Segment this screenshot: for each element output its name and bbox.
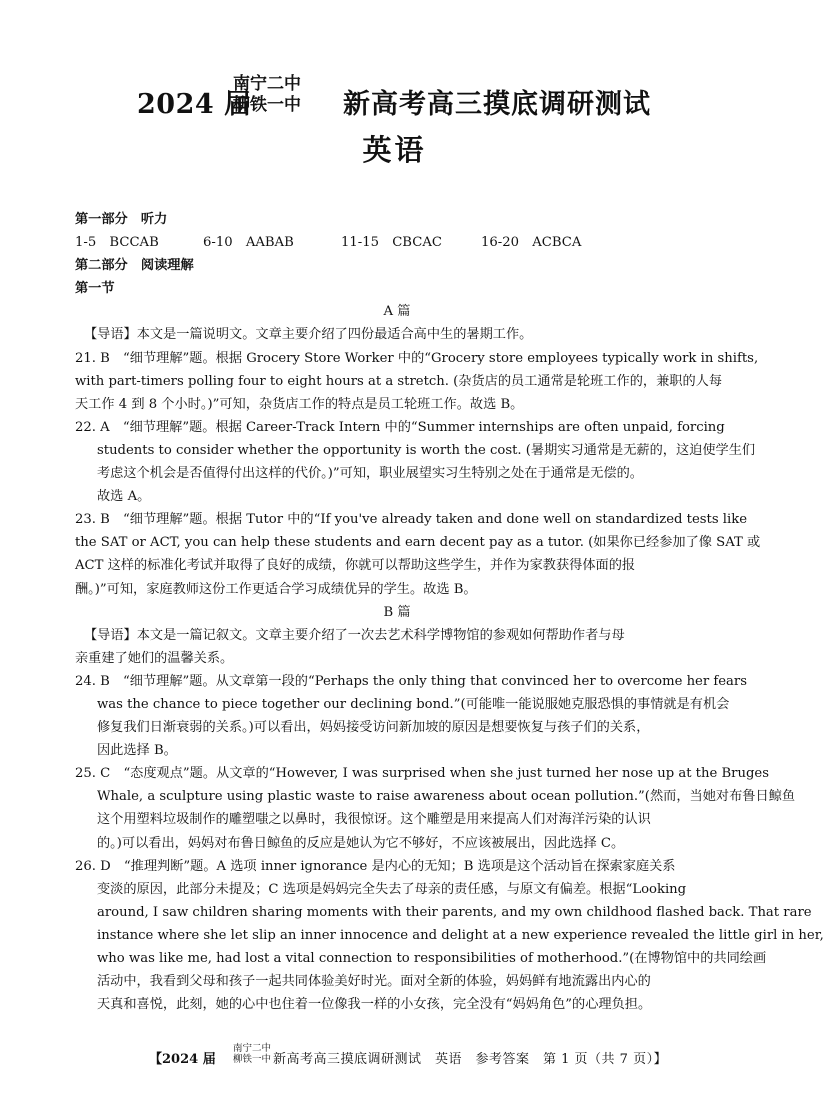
passage-b-intro: 【导语】本文是一篇记叙文。文章主要介绍了一次去艺术科学博物馆的参观如何帮助作者与母 [84, 627, 625, 643]
part1-heading: 第一部分 听力 [75, 212, 168, 227]
q26-line: 变淡的原因，此部分未提及；C 选项是妈妈完全失去了母亲的责任感，与原文有偏差。根据“Looking [97, 881, 687, 897]
q21-line: 21. B “细节理解”题。根据 Grocery Store Worker 中的“Grocery store employees typically work in shifts, [75, 350, 759, 366]
footer-school-1: 南宁二中 [233, 1043, 272, 1054]
answer-group: 6-10 AABAB [203, 235, 294, 251]
answer-group: 16-20 ACBCA [481, 235, 582, 251]
q22-line: 考虑这个机会是否值得付出这样的代价。)”可知，职业展望实习生特别之处在于通常是无偿的。 [97, 466, 643, 482]
footer-year: 【2024 届 [149, 1052, 216, 1067]
q24-line: 修复我们日渐衰弱的关系。)可以看出，妈妈接受访问新加坡的原因是想要恢复与孩子们的关系， [97, 720, 650, 736]
q23-line: 酬。)”可知，家庭教师这份工作更适合学习成绩优异的学生。故选 B。 [75, 581, 477, 597]
q26-line: 活动中，我看到父母和孩子一起共同体验美好时光。面对全新的体验，妈妈鲜有地流露出内心的 [97, 974, 651, 990]
part2-heading: 第二部分 阅读理解 [75, 258, 194, 274]
q26-line: 26. D “推理判断”题。A 选项 inner ignorance 是内心的无知；B 选项是这个活动旨在探索家庭关系 [75, 858, 676, 874]
footer-text: 新高考高三摸底调研测试 英语 参考答案 第 1 页（共 7 页）】 [273, 1052, 668, 1067]
exam-title: 新高考高三摸底调研测试 [343, 89, 651, 120]
q24-line: was the chance to piece together our declining bond.”(可能唯一能说服她克服恐惧的事情就是有机会 [97, 696, 730, 712]
q22-line: students to consider whether the opportunity is worth the cost. (暑期实习通常是无薪的，这迫使学生们 [97, 442, 756, 458]
school-name-2: 柳铁一中 [233, 95, 301, 115]
q26-line: who was like me, had lost a vital connection to responsibilities of motherhood.”(在博物馆中的共同绘画 [97, 951, 767, 966]
passage-b-intro: 亲重建了她们的温馨关系。 [75, 650, 234, 666]
q21-line: with part-timers polling four to eight hours at a stretch. (杂货店的员工通常是轮班工作的，兼职的人每 [75, 373, 723, 389]
section-heading: 第一节 [75, 281, 115, 297]
q26-line: 天真和喜悦，此刻，她的心中也住着一位像我一样的小女孩，完全没有“妈妈角色”的心理负担。 [97, 997, 652, 1013]
answer-group: 11-15 CBCAC [341, 235, 442, 251]
q23-line: the SAT or ACT, you can help these students and earn decent pay as a tutor. (如果你已经参加了像 SAT 或 [75, 535, 761, 551]
q25-line: 这个用塑料垃圾制作的雕塑嗤之以鼻时，我很惊讶。这个雕塑是用来提高人们对海洋污染的认识 [97, 812, 651, 828]
footer-school-names [233, 1043, 271, 1065]
q22-line: 22. A “细节理解”题。根据 Career-Track Intern 中的“Summer internships are often unpaid, forcing [75, 419, 725, 435]
school-names [233, 74, 301, 116]
footer-school-2: 柳铁一中 [233, 1054, 272, 1065]
passage-a-label: A 篇 [383, 304, 411, 320]
q23-line: ACT 这样的标准化考试并取得了良好的成绩，你就可以帮助这些学生，并作为家教获得体面的报 [75, 558, 636, 574]
answer-body [75, 208, 824, 1016]
q24-line: 24. B “细节理解”题。从文章第一段的“Perhaps the only thing that convinced her to overcome her fears [75, 673, 747, 689]
answer-group: 1-5 BCCAB [75, 235, 159, 251]
q26-line: instance where she let slip an inner innocence and delight at a new experience revealed the little girl in her, [97, 927, 824, 943]
page-footer [0, 1043, 789, 1071]
q25-line: Whale, a sculpture using plastic waste to raise awareness about ocean pollution.”(然而，当她对布鲁日鲸鱼 [97, 789, 796, 805]
exam-title-row [0, 72, 789, 124]
q26-line: around, I saw children sharing moments with their parents, and my own childhood flashed back. That rare [97, 904, 812, 920]
subject-title: 英语 [362, 133, 427, 167]
q24-line: 因此选择 B。 [97, 743, 177, 759]
q25-line: 的。)可以看出，妈妈对布鲁日鲸鱼的反应是她认为它不够好，不应该被展出，因此选择 C。 [97, 835, 625, 851]
exam-year: 2024 届 [137, 89, 252, 120]
listening-answers [75, 231, 719, 254]
school-name-1: 南宁二中 [233, 74, 301, 94]
passage-b-label: B 篇 [383, 604, 411, 620]
passage-a-intro: 【导语】本文是一篇说明文。文章主要介绍了四份最适合高中生的暑期工作。 [84, 327, 533, 343]
q22-line: 故选 A。 [97, 489, 151, 505]
q23-line: 23. B “细节理解”题。根据 Tutor 中的“If you've already taken and done well on standardized tests like [75, 512, 748, 528]
q21-line: 天工作 4 到 8 个小时。)”可知，杂货店工作的特点是员工轮班工作。故选 B。 [75, 396, 524, 412]
q25-line: 25. C “态度观点”题。从文章的“However, I was surprised when she just turned her nose up at the Bruges [75, 766, 769, 782]
